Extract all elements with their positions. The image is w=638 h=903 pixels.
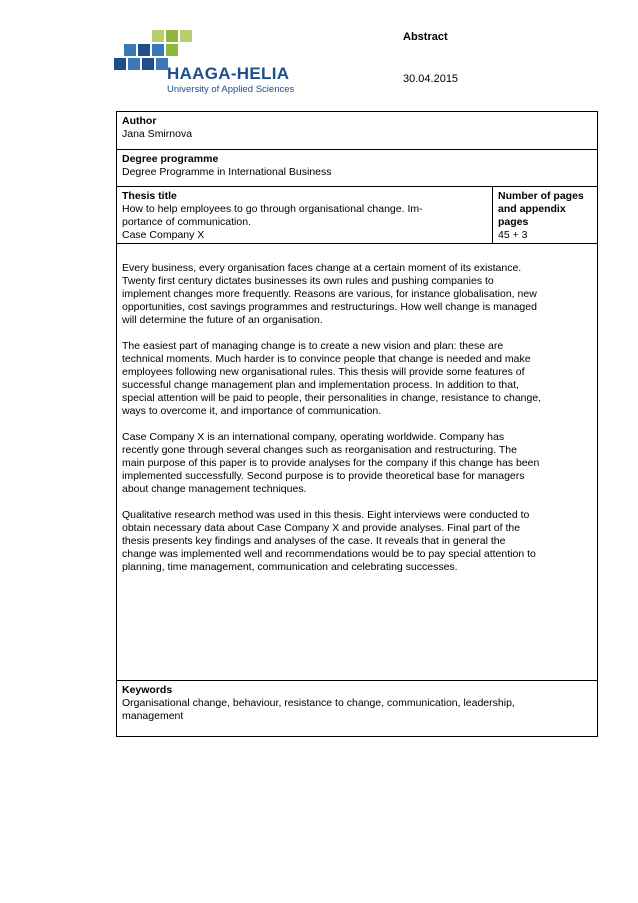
thesis-line: portance of communication. — [122, 216, 251, 228]
abstract-line: The easiest part of managing change is to create a new vision and plan: these are — [122, 340, 504, 352]
thesis-row — [116, 186, 598, 244]
thesis-label: Thesis title — [122, 190, 177, 202]
abstract-line: employees following new organisational rules. This thesis will provide some features of — [122, 366, 525, 378]
abstract-line: Qualitative research method was used in this thesis. Eight interviews were conducted to — [122, 509, 530, 521]
abstract-line: change was implemented well and recommendations would be to pay special attention to — [122, 548, 536, 560]
abstract-line: recently gone through several changes such as reorganisation and restructuring. The — [122, 444, 517, 456]
abstract-line: about change management techniques. — [122, 483, 307, 495]
pages-cell — [493, 187, 597, 243]
abstract-line: implement changes more frequently. Reasons are various, for instance globalisation, new — [122, 288, 537, 300]
thesis-line: Case Company X — [122, 229, 205, 241]
degree-value: Degree Programme in International Business — [122, 166, 332, 178]
keywords-line: management — [122, 710, 184, 722]
abstract-line: main purpose of this paper is to provide analyses for the company if this change has been — [122, 457, 540, 469]
keywords-row — [116, 680, 598, 737]
abstract-line: planning, time management, communication and celebrating successes. — [122, 561, 458, 573]
abstract-line: implemented successfully. Second purpose is to provide theoretical base for managers — [122, 470, 525, 482]
author-row — [116, 111, 598, 150]
haaga-helia-logo — [114, 30, 304, 100]
document-date: 30.04.2015 — [403, 73, 459, 85]
thesis-title-cell — [117, 187, 493, 243]
pages-label: pages — [498, 216, 529, 228]
abstract-line: technical moments. Much harder is to convince people that change is needed and make — [122, 353, 531, 365]
keywords-line: Organisational change, behaviour, resistance to change, communication, leadership, — [122, 697, 515, 709]
degree-label: Degree programme — [122, 153, 219, 165]
degree-row — [116, 149, 598, 187]
abstract-paragraph — [122, 431, 592, 496]
abstract-row — [116, 243, 598, 681]
keywords-label: Keywords — [122, 684, 173, 696]
logo-name: HAAGA-HELIA — [167, 64, 290, 83]
logo-subtitle: University of Applied Sciences — [167, 84, 295, 95]
abstract-line: obtain necessary data about Case Company X and provide analyses. Final part of the — [122, 522, 521, 534]
abstract-line: Case Company X is an international company, operating worldwide. Company has — [122, 431, 505, 443]
thesis-line: How to help employees to go through organisational change. Im- — [122, 203, 423, 215]
pages-label: and appendix — [498, 203, 566, 215]
abstract-line: thesis presents key findings and analyses of the case. It reveals that in general the — [122, 535, 506, 547]
pages-label: Number of pages — [498, 190, 584, 202]
abstract-line: Every business, every organisation faces change at a certain moment of its existance. — [122, 262, 522, 274]
abstract-line: opportunities, cost savings programmes and restructurings. How well change is managed — [122, 301, 537, 313]
author-value: Jana Smirnova — [122, 128, 193, 140]
abstract-line: ways to overcome it, and importance of communication. — [122, 405, 382, 417]
abstract-paragraph — [122, 262, 592, 327]
document-type: Abstract — [403, 31, 448, 43]
abstract-line: Twenty first century dictates businesses its own rules and pushing companies to — [122, 275, 494, 287]
abstract-line: successful change management plan and implementation process. In addition to that, — [122, 379, 519, 391]
author-label: Author — [122, 115, 157, 127]
abstract-paragraph — [122, 340, 592, 418]
abstract-line: special attention will be paid to people, their personalities in change, resistance to change, — [122, 392, 542, 404]
pages-value: 45 + 3 — [498, 229, 528, 241]
abstract-line: will determine the future of an organisation. — [122, 314, 323, 326]
abstract-paragraph — [122, 509, 592, 574]
